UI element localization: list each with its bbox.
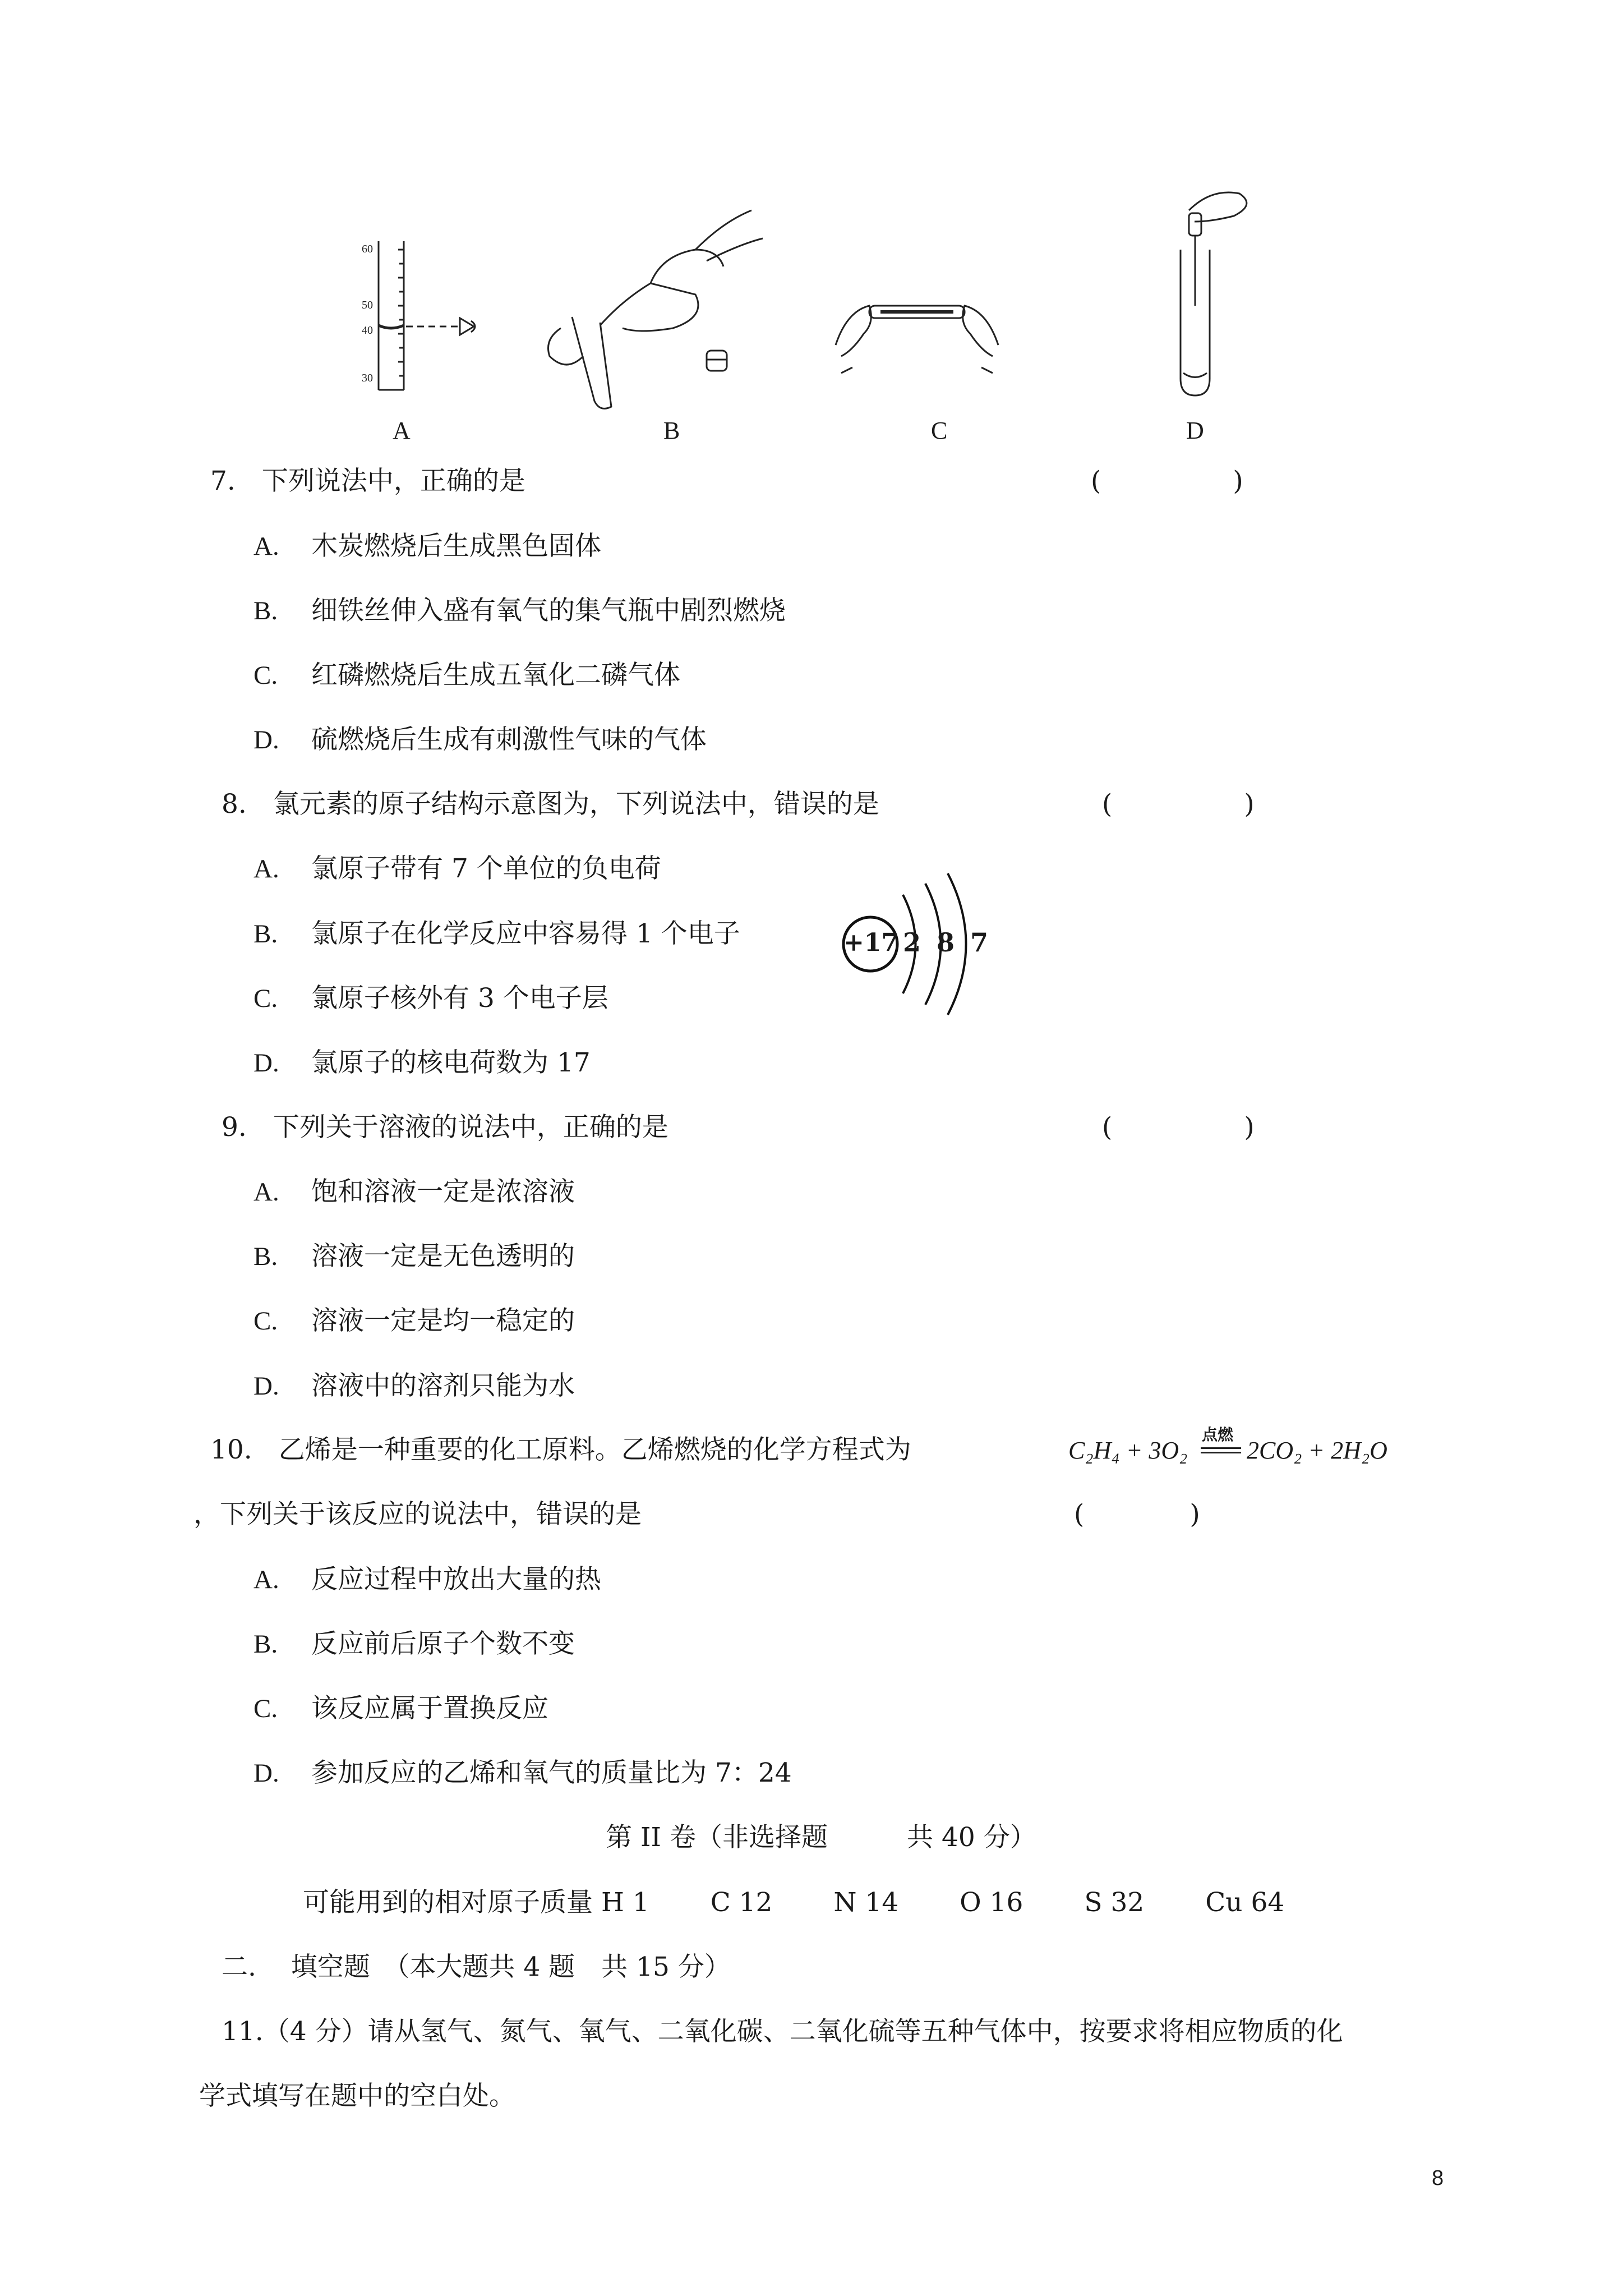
q9-stem: 9. 下列关于溶液的说法中，正确的是 (222, 1112, 668, 1143)
q8-option: A. 氯原子带有 7 个单位的负电荷 (253, 853, 661, 884)
chlorine-atom-diagram (830, 861, 998, 1029)
equation-left: C₂H₄ + 3O₂ (1068, 1437, 1188, 1464)
page-number: 8 (1432, 2166, 1444, 2190)
q7-option: D. 硫燃烧后生成有刺激性气味的气体 (253, 724, 707, 755)
q10-option: C. 该反应属于置换反应 (253, 1693, 548, 1724)
q8-stem: 8. 氯元素的原子结构示意图为，下列说法中，错误的是 (222, 789, 879, 820)
figure-caption-d: D (1186, 417, 1204, 444)
q8-answer-blank: ( ) (1102, 789, 1255, 820)
q7-option: B. 细铁丝伸入盛有氧气的集气瓶中剧烈燃烧 (253, 595, 786, 626)
q9-option: C. 溶液一定是均一稳定的 (253, 1305, 575, 1336)
q10-stem-line1: 10. 乙烯是一种重要的化工原料。乙烯燃烧的化学方程式为 (210, 1434, 911, 1465)
fill-in-heading: 二. 填空题 （本大题共 4 题 共 15 分） (222, 1952, 731, 1982)
svg-text:40: 40 (362, 324, 373, 337)
equation-right: 2CO₂ + 2H₂O (1247, 1437, 1387, 1464)
q8-option: B. 氯原子在化学反应中容易得 1 个电子 (253, 918, 740, 949)
electron-shells: 2 8 7 (903, 927, 992, 958)
lab-apparatus-figure (359, 188, 1279, 452)
svg-text:60: 60 (362, 243, 373, 255)
q10-answer-blank: ( ) (1074, 1499, 1200, 1530)
q7-answer-blank: ( ) (1091, 466, 1243, 496)
q10-option: A. 反应过程中放出大量的热 (253, 1564, 601, 1595)
figure-caption-a: A (393, 417, 411, 444)
q10-option: D. 参加反应的乙烯和氧气的质量比为 7：24 (253, 1757, 792, 1788)
pouring-liquid-drawing (548, 210, 763, 408)
q8-option: D. 氯原子的核电荷数为 17 (253, 1047, 591, 1078)
figure-caption-b: B (663, 417, 680, 444)
q11-line1: 11.（4 分）请从氢气、氮气、氧气、二氧化碳、二氧化硫等五种气体中，按要求将相应物质的化 (222, 2016, 1343, 2047)
svg-text:30: 30 (362, 372, 373, 384)
q9-option: A. 饱和溶液一定是浓溶液 (253, 1176, 575, 1207)
dropper-test-tube-drawing (1181, 192, 1247, 395)
q7-option: C. 红磷燃烧后生成五氧化二磷气体 (253, 660, 680, 691)
hands-holding-tube-drawing (836, 306, 998, 373)
q9-option: B. 溶液一定是无色透明的 (253, 1241, 575, 1272)
q8-option: C. 氯原子核外有 3 个电子层 (253, 983, 608, 1014)
q7-option: A. 木炭燃烧后生成黑色固体 (253, 531, 601, 562)
combustion-equation (1068, 1425, 1416, 1470)
graduated-cylinder-drawing (379, 241, 475, 390)
equation-condition: 点燃 (1202, 1425, 1234, 1444)
q11-line2: 学式填写在题中的空白处。 (199, 2081, 515, 2111)
q9-answer-blank: ( ) (1102, 1112, 1255, 1143)
equation-equals-sign (1201, 1447, 1241, 1453)
q10-stem-line2: ，下列关于该反应的说法中，错误的是 (193, 1499, 642, 1530)
q10-option: B. 反应前后原子个数不变 (253, 1628, 575, 1659)
section-2-title: 第 II 卷（非选择题 共 40 分） (606, 1822, 1036, 1853)
q9-option: D. 溶液中的溶剂只能为水 (253, 1370, 575, 1401)
svg-text:50: 50 (362, 299, 373, 311)
atomic-masses-line: 可能用到的相对原子质量 H 1 C 12 N 14 O 16 S 32 Cu 64 (303, 1887, 1285, 1918)
q7-stem: 7. 下列说法中，正确的是 (210, 466, 525, 496)
nucleus-charge: +17 (843, 928, 899, 957)
figure-caption-c: C (931, 417, 948, 444)
